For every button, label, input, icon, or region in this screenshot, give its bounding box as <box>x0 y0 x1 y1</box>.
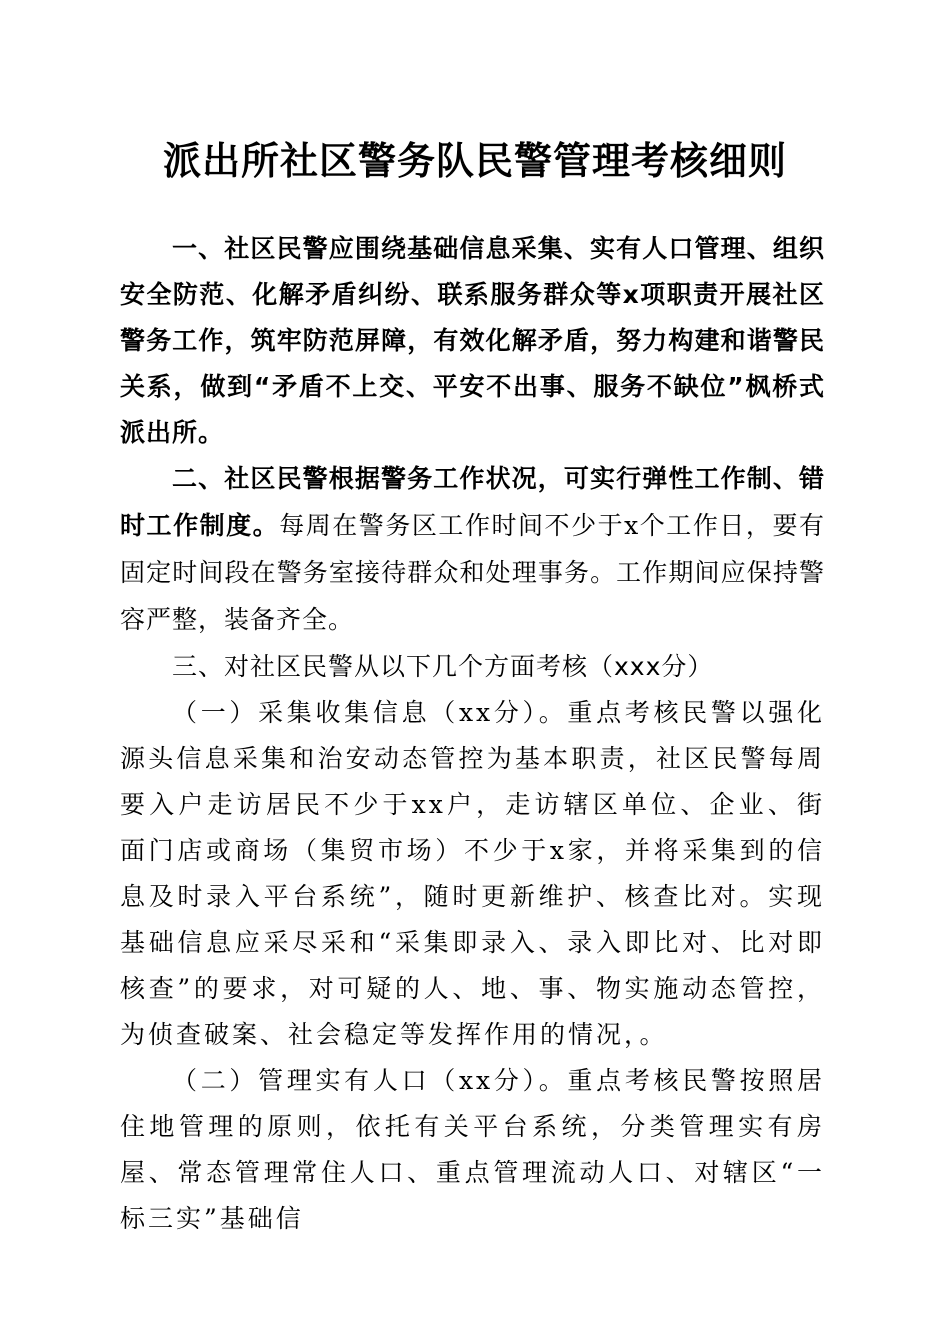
paragraph-5: （二）管理实有人口（xx分）。重点考核民警按照居住地管理的原则，依托有关平台系统，分类管理实有房屋、常态管理常住人口、重点管理流动人口、对辖区“一标三实”基础信 <box>120 1066 825 1233</box>
paragraph-2-lead: 二、社区民警根据警务工作状况，可实行弹性工作制、错时工作制度。 <box>120 464 825 540</box>
paragraph-1: 一、社区民警应围绕基础信息采集、实有人口管理、组织安全防范、化解矛盾纠纷、联系服务群众等x项职责开展社区警务工作，筑牢防范屏障，有效化解矛盾，努力构建和谐警民关系，做到“矛盾不上交、平安不出事、服务不缺位”枫桥式派出所。 <box>120 234 825 447</box>
paragraph-2-rest: 每周在警务区工作时间不少于x个工作日，要有固定时间段在警务室接待群众和处理事务。工作期间应保持警容严整，装备齐全。 <box>120 511 825 634</box>
paragraph-2 <box>120 456 825 644</box>
paragraph-3: 三、对社区民警从以下几个方面考核（xxx分） <box>172 652 714 681</box>
document-title: 派出所社区警务队民警管理考核细则 <box>162 138 787 183</box>
document-body <box>120 226 825 1242</box>
paragraph-4: （一）采集收集信息（xx分）。重点考核民警以强化源头信息采集和治安动态管控为基本职责，社区民警每周要入户走访居民不少于xx户，走访辖区单位、企业、街面门店或商场（集贸市场）不少于x家，并将采集到的信息及时录入平台系统”，随时更新维护、核查比对。实现基础信息应采尽采和“采集即录入、录入即比对、比对即核查”的要求，对可疑的人、地、事、物实施动态管控，为侦查破案、社会稳定等发挥作用的情况，。 <box>120 698 825 1049</box>
